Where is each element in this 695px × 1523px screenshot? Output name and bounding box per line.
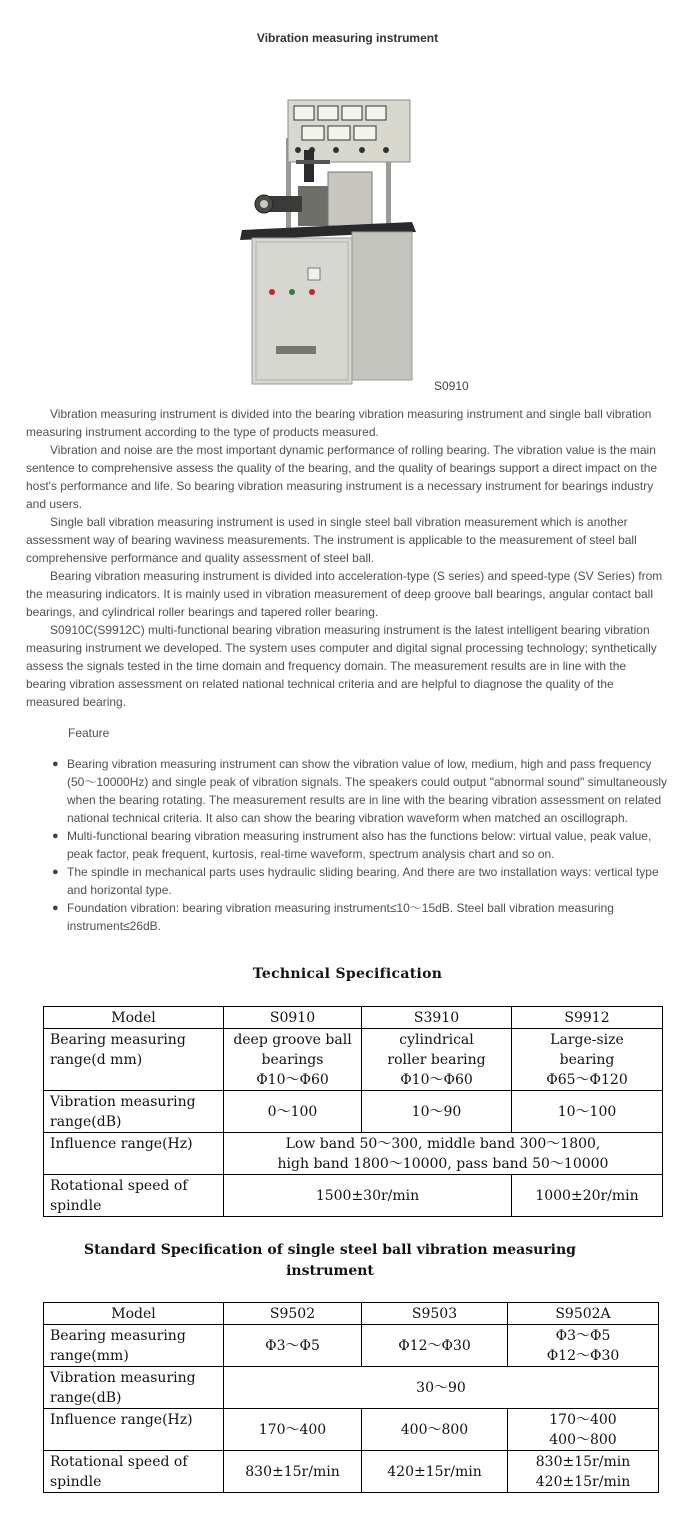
table-row bbox=[44, 1409, 659, 1451]
table-cell: 0～100 bbox=[224, 1091, 362, 1133]
std-spec-title: Standard Specification of single steel ball vibration measuring instrument bbox=[84, 1242, 576, 1279]
table-row bbox=[44, 1303, 659, 1325]
table-header-cell: S3910 bbox=[362, 1007, 512, 1029]
feature-item bbox=[50, 863, 670, 899]
table-cell: 170～400 400～800 bbox=[508, 1409, 659, 1451]
table-row bbox=[44, 1175, 663, 1217]
table-header-cell: S9502 bbox=[224, 1303, 362, 1325]
table-cell: Low band 50～300, middle band 300～1800, high band 1800～10000, pass band 50～10000 bbox=[224, 1133, 663, 1175]
table-row bbox=[44, 1325, 659, 1367]
table-cell: deep groove ball bearings Φ10～Φ60 bbox=[224, 1029, 362, 1091]
row-label: Bearing measuring range(d mm) bbox=[44, 1029, 224, 1091]
table-header-cell: Model bbox=[44, 1007, 224, 1029]
product-image bbox=[236, 98, 420, 386]
row-label: Influence range(Hz) bbox=[44, 1133, 224, 1175]
bullet-icon: ● bbox=[52, 866, 59, 878]
row-label: Bearing measuring range(mm) bbox=[44, 1325, 224, 1367]
table-cell: 830±15r/min 420±15r/min bbox=[508, 1451, 659, 1493]
table-cell: 830±15r/min bbox=[224, 1451, 362, 1493]
tech-spec-table bbox=[43, 1006, 663, 1217]
intro-paragraph: Vibration and noise are the most important dynamic performance of rolling bearing. The vibration value is the main sentence to comprehensive assess the quality of the bearing, and the quality of bearings support a direct impact on the host's performance and life. So bearing vibration measuring instrument is a necessary instrument for bearings industry and users. bbox=[26, 443, 658, 511]
feature-list bbox=[50, 755, 670, 935]
row-label: Rotational speed of spindle bbox=[44, 1451, 224, 1493]
feature-text: Bearing vibration measuring instrument can show the vibration value of low, medium, high and pass frequency (50～10000Hz) and single peak of vibration signals. The speakers could output "abnormal sound" simultaneously when the bearing rotating. The measurement results are in line with the bearing vibration assessment on related national technical criteria. It also can show the bearing vibration waveform when matched an oscillograph. bbox=[67, 757, 667, 825]
table-cell: Φ3～Φ5 bbox=[224, 1325, 362, 1367]
feature-item bbox=[50, 899, 670, 935]
table-cell: 1500±30r/min bbox=[224, 1175, 512, 1217]
table-cell: cylindrical roller bearing Φ10～Φ60 bbox=[362, 1029, 512, 1091]
row-label: Rotational speed of spindle bbox=[44, 1175, 224, 1217]
feature-item bbox=[50, 827, 670, 863]
table-cell: 1000±20r/min bbox=[512, 1175, 663, 1217]
intro-paragraph: Bearing vibration measuring instrument is divided into acceleration-type (S series) and speed-type (SV Series) from the measuring indicators. It is mainly used in vibration measurement of deep groove ball bearings, angular contact ball bearings, and cylindrical roller bearings and tapered roller bearing. bbox=[26, 569, 663, 619]
row-label: Influence range(Hz) bbox=[44, 1409, 224, 1451]
bullet-icon: ● bbox=[52, 830, 59, 842]
table-row bbox=[44, 1367, 659, 1409]
tech-spec-title: Technical Specification bbox=[252, 966, 443, 982]
std-spec-table bbox=[43, 1302, 659, 1493]
table-cell: 170～400 bbox=[224, 1409, 362, 1451]
table-cell: 30～90 bbox=[224, 1367, 659, 1409]
page-title: Vibration measuring instrument bbox=[256, 31, 439, 45]
row-label: Vibration measuring range(dB) bbox=[44, 1091, 224, 1133]
table-row bbox=[44, 1091, 663, 1133]
intro-paragraph: S0910C(S9912C) multi-functional bearing vibration measuring instrument is the latest intelligent bearing vibration measuring instrument we developed. The system uses computer and digital signal processing technology; synthetically assess the signals tested in the time domain and frequency domain. The measurement results are in line with the bearing vibration assessment on related national technical criteria and are helpful to diagnose the quality of the measured bearing. bbox=[26, 623, 657, 709]
feature-text: Multi-functional bearing vibration measuring instrument also has the functions below: virtual value, peak value, peak factor, peak frequent, kurtosis, real-time waveform, spectrum analysis chart and so on. bbox=[67, 829, 652, 861]
intro-text bbox=[26, 405, 666, 711]
table-row bbox=[44, 1007, 663, 1029]
model-caption: S0910 bbox=[434, 379, 469, 393]
bullet-icon: ● bbox=[52, 902, 59, 914]
table-cell: Φ3～Φ5 Φ12～Φ30 bbox=[508, 1325, 659, 1367]
table-row bbox=[44, 1451, 659, 1493]
feature-text: Foundation vibration: bearing vibration measuring instrument≤10～15dB. Steel ball vibration measuring instrument≤26dB. bbox=[67, 901, 614, 933]
table-header-cell: S9503 bbox=[362, 1303, 508, 1325]
table-cell: 420±15r/min bbox=[362, 1451, 508, 1493]
row-label: Vibration measuring range(dB) bbox=[44, 1367, 224, 1409]
table-cell: Φ12～Φ30 bbox=[362, 1325, 508, 1367]
table-header-cell: S9912 bbox=[512, 1007, 663, 1029]
feature-text: The spindle in mechanical parts uses hydraulic sliding bearing. And there are two installation ways: vertical type and horizontal type. bbox=[67, 865, 659, 897]
table-header-cell: S0910 bbox=[224, 1007, 362, 1029]
feature-item bbox=[50, 755, 670, 827]
table-cell: Large-size bearing Φ65～Φ120 bbox=[512, 1029, 663, 1091]
table-cell: 10～100 bbox=[512, 1091, 663, 1133]
feature-heading: Feature bbox=[68, 726, 110, 740]
table-row bbox=[44, 1029, 663, 1091]
intro-paragraph: Single ball vibration measuring instrument is used in single steel ball vibration measurement which is another assessment way of bearing waviness measurements. The instrument is applicable to the measurement of steel ball comprehensive performance and quality assessment of steel ball. bbox=[26, 515, 637, 565]
table-cell: 400～800 bbox=[362, 1409, 508, 1451]
intro-paragraph: Vibration measuring instrument is divided into the bearing vibration measuring instrument and single ball vibration measuring instrument according to the type of products measured. bbox=[26, 407, 652, 439]
bullet-icon: ● bbox=[52, 758, 59, 770]
table-header-cell: Model bbox=[44, 1303, 224, 1325]
table-header-cell: S9502A bbox=[508, 1303, 659, 1325]
table-row bbox=[44, 1133, 663, 1175]
table-cell: 10～90 bbox=[362, 1091, 512, 1133]
